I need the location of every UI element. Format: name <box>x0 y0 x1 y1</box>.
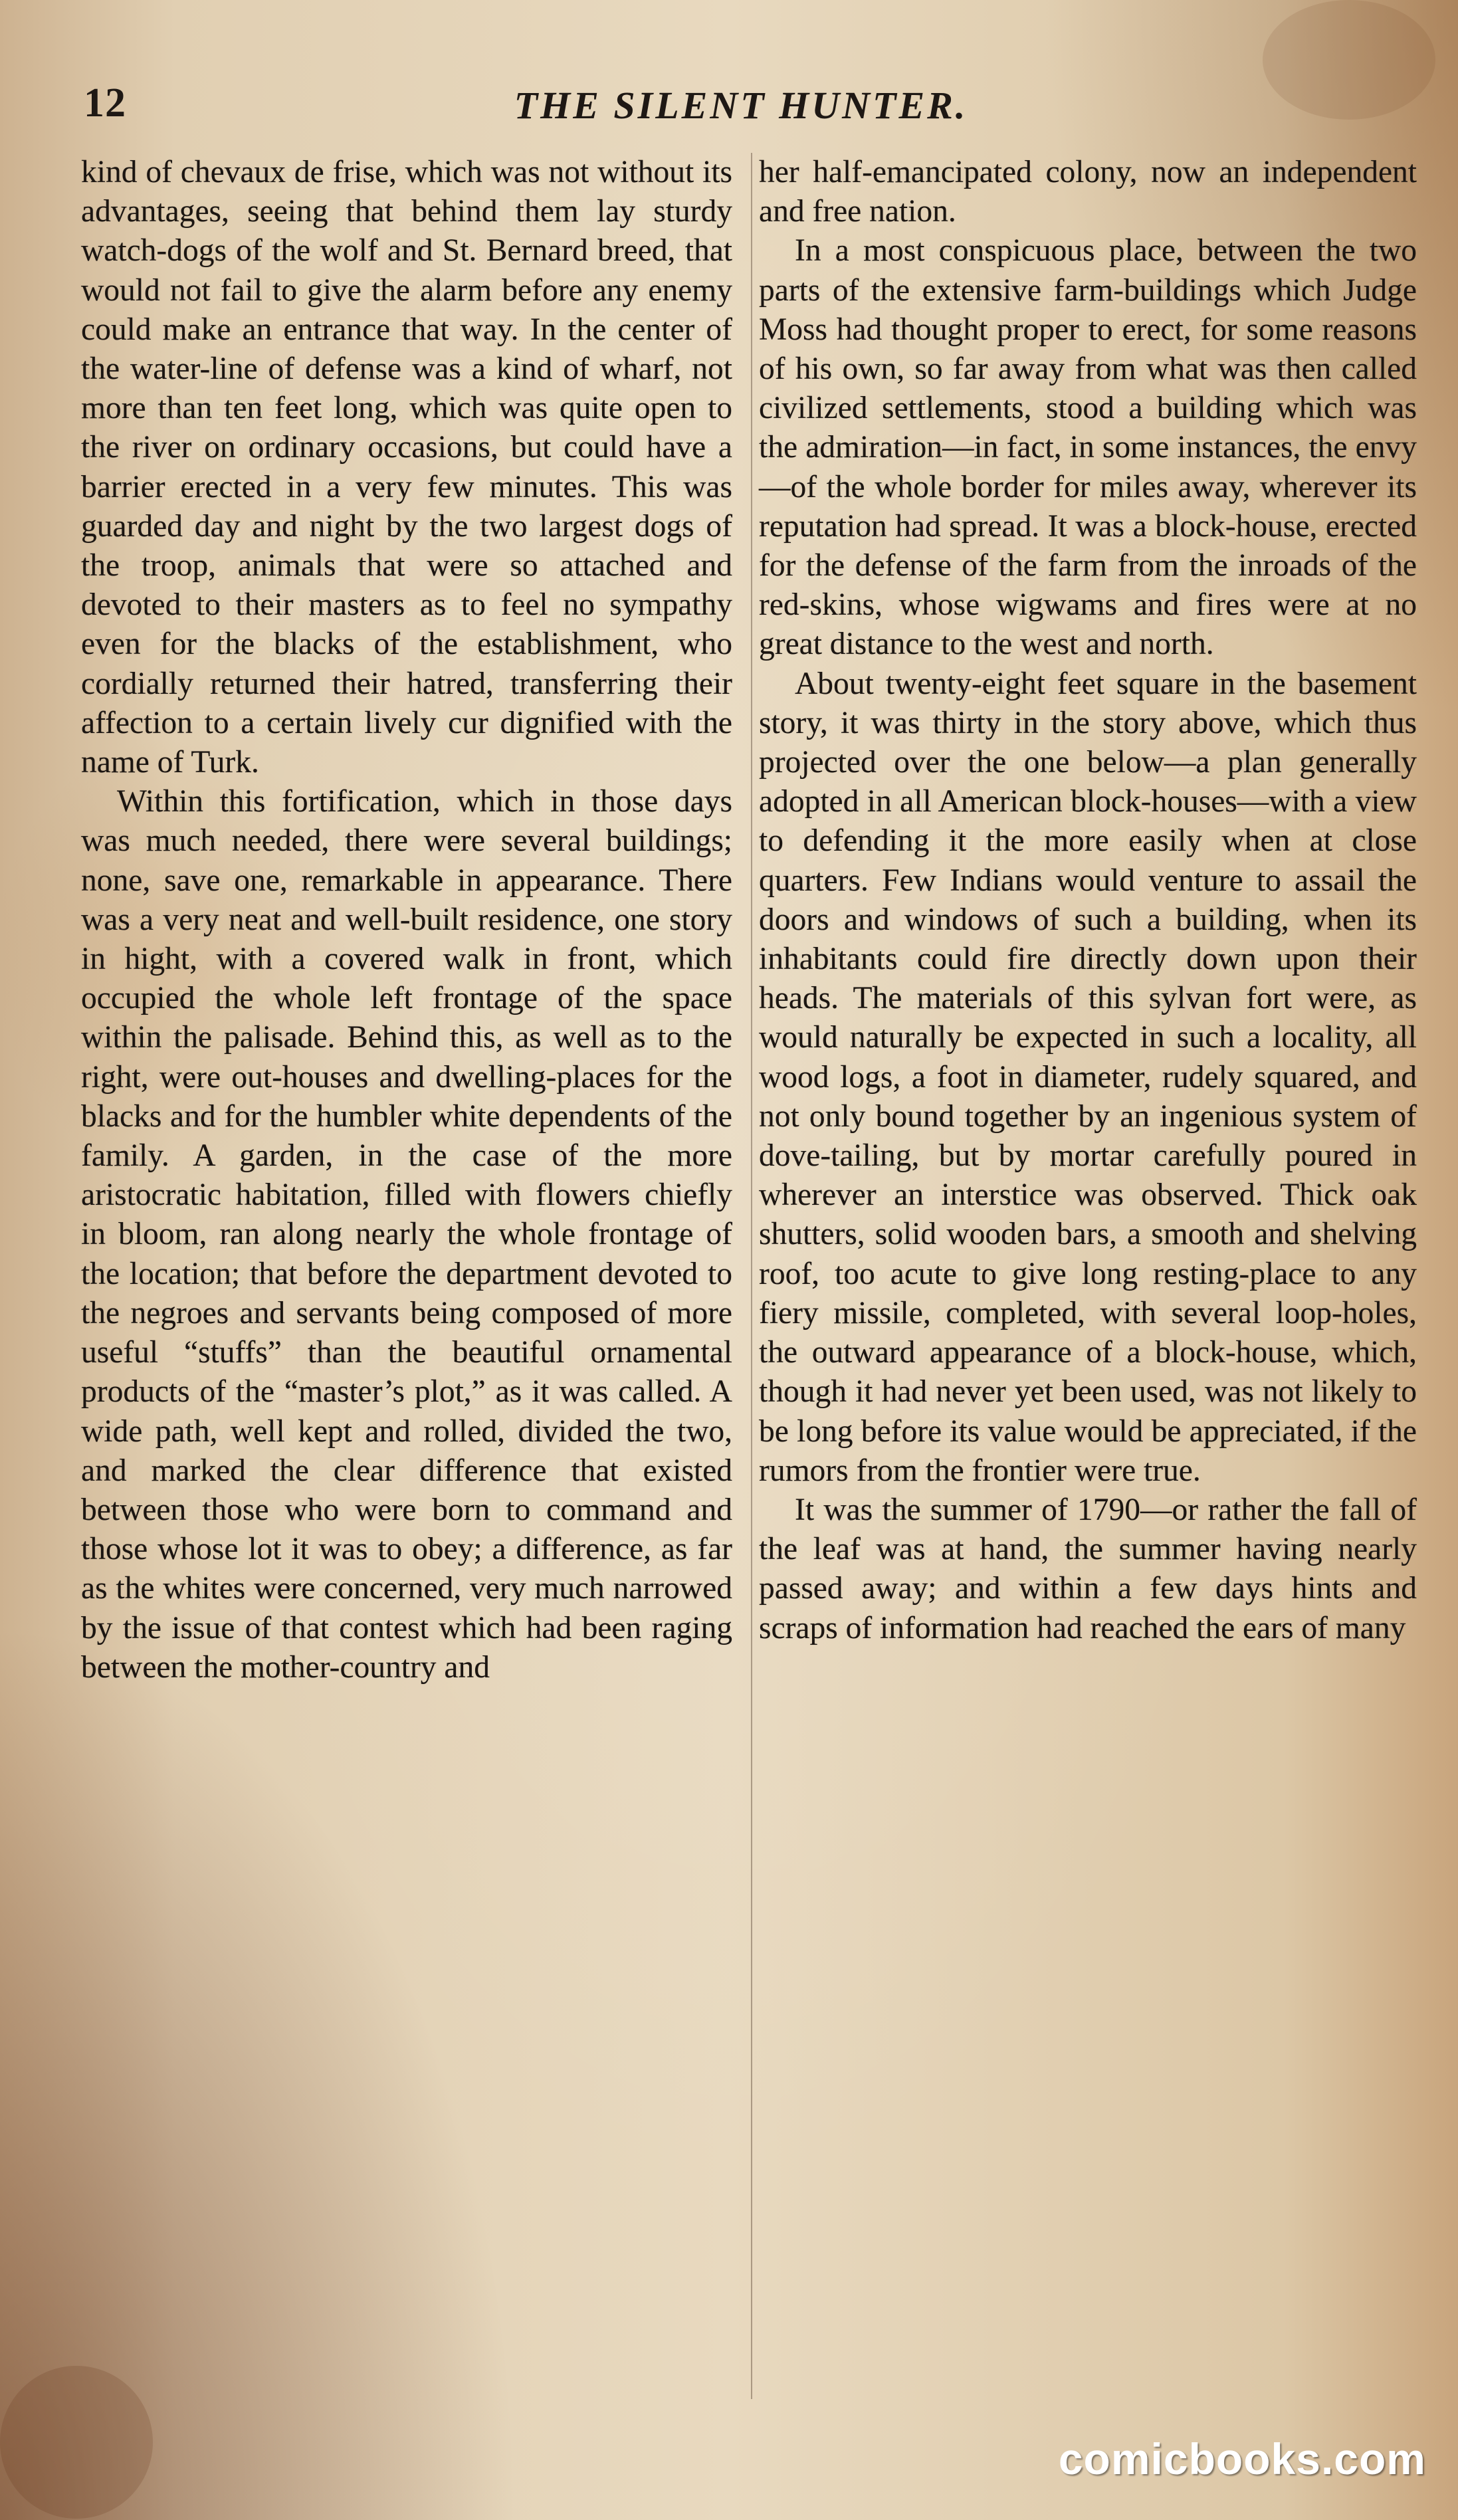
paragraph: kind of chevaux de frise, which was not without its advantages, seeing that behind them lay sturdy watch-dogs of the wolf and St. Bernard breed, that would not fail to give the alarm before any enemy could make an entrance that way. In the center of the water-line of defense was a kind of wharf, not more than ten feet long, which was quite open to the river on ordinary occasions, but could have a barrier erected in a very few minutes. This was guarded day and night by the two largest dogs of the troop, animals that were so attached and devoted to their masters as to feel no sympathy even for the blacks of the establishment, who cordially returned their hatred, transferring their affection to a certain lively cur dignified with the name of Turk. <box>81 155 732 780</box>
running-head: THE SILENT HUNTER. <box>514 84 968 127</box>
paragraph: her half-emancipated colony, now an independent and free nation. <box>759 155 1417 229</box>
paragraph: In a most conspicuous place, between the two parts of the extensive farm-buildings which Judge Moss had thought proper to erect, for some reasons of his own, so far away from what was then called civilized settlements, stood a building which was the admiration—in fact, in some instances, the envy—of the whole border for miles away, wherever its reputation had spread. It was a block-house, erected for the defense of the farm from the inroads of the red-skins, whose wigwams and fires were at no great distance to the west and north. <box>759 233 1417 662</box>
page-number: 12 <box>84 80 126 126</box>
paragraph: Within this fortification, which in those days was much needed, there were several buildings; none, save one, remarkable in appearance. There was a very neat and well-built residence, one story in hight, with a covered walk in front, which occupied the whole left frontage of the space within the palisade. Behind this, as well as to the right, were out-houses and dwelling-places for the blacks and for the humbler white dependents of the family. A garden, in the case of the more aristocratic habitation, filled with flowers chiefly in bloom, ran along nearly the whole frontage of the location; that before the department devoted to the negroes and servants being composed of more useful “stuffs” than the beautiful ornamental products of the “master’s plot,” as it was called. A wide path, well kept and rolled, divided the two, and marked the clear difference that existed between those who were born to command and those whose lot it was to obey; a difference, as far as the whites were concerned, very much narrowed by the issue of that contest which had been raging between the mother-country and <box>81 784 732 1685</box>
paragraph: About twenty-eight feet square in the basement story, it was thirty in the story above, which thus projected over the one below—a plan generally adopted in all American block-houses—with a view to defending it the more easily when at close quarters. Few Indians would venture to assail the doors and windows of such a building, when its inhabitants could fire directly down upon their heads. The materials of this sylvan fort were, as would naturally be expected in such a locality, all wood logs, a foot in diameter, rudely squared, and not only bound together by an ingenious system of dove-tailing, but by mortar carefully poured in wherever an interstice was observed. Thick oak shutters, solid wooden bars, a smooth and shelving roof, too acute to give long resting-place to any fiery missile, completed, with several loop-holes, the outward appearance of a block-house, which, though it had never yet been used, was not likely to be long before its value would be appreciated, if the rumors from the frontier were true. <box>759 666 1417 1488</box>
left-column <box>81 153 732 1687</box>
watermark-logo: comicbooks.com <box>1058 2434 1426 2483</box>
paper-stain <box>0 2366 153 2519</box>
right-column <box>759 153 1417 1648</box>
paragraph: It was the summer of 1790—or rather the fall of the leaf was at hand, the summer having nearly passed away; and within a few days hints and scraps of information had reached the ears of many <box>759 1492 1417 1645</box>
page-header <box>80 76 1402 130</box>
column-divider <box>751 153 752 2399</box>
